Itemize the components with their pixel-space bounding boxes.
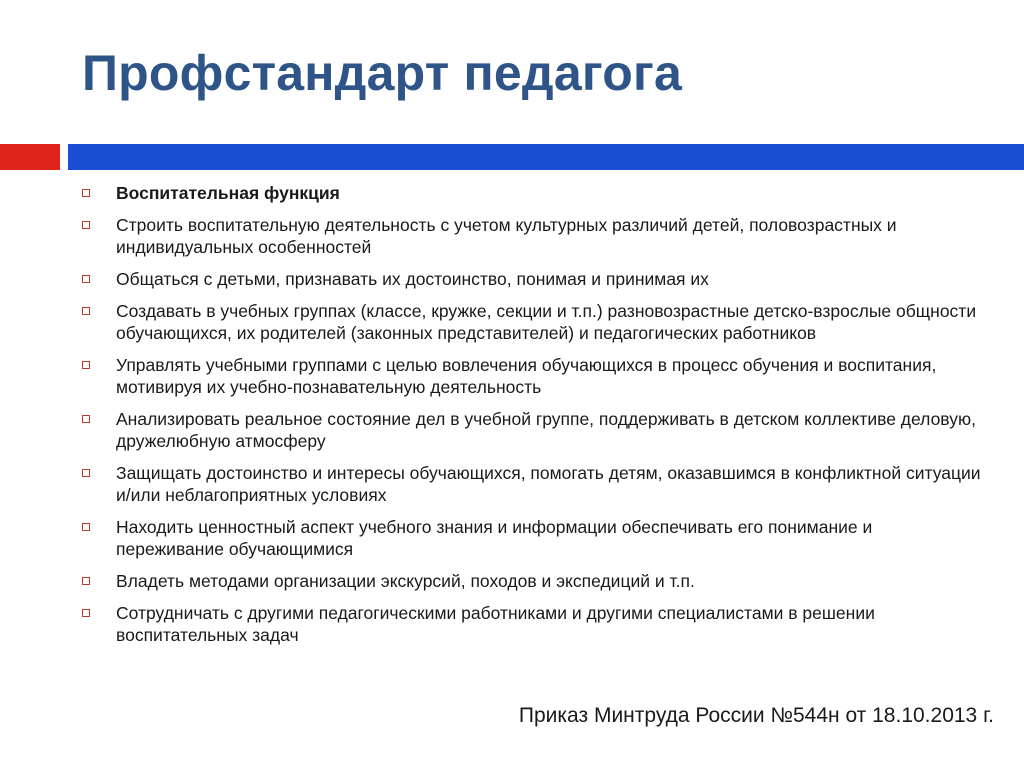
square-bullet-icon: [82, 361, 90, 369]
square-bullet-icon: [82, 577, 90, 585]
list-item-text: Находить ценностный аспект учебного знания и информации обеспечивать его понимание и переживание обучающимися: [116, 517, 873, 559]
list-item: [82, 462, 982, 506]
square-bullet-icon: [82, 189, 90, 197]
square-bullet-icon: [82, 469, 90, 477]
list-item: [82, 300, 982, 344]
square-bullet-icon: [82, 609, 90, 617]
red-accent-bar: [0, 144, 60, 170]
list-item-text: Владеть методами организации экскурсий, походов и экспедиций и т.п.: [116, 571, 695, 591]
list-item-text: Строить воспитательную деятельность с учетом культурных различий детей, половозрастных и индивидуальных особенностей: [116, 215, 897, 257]
square-bullet-icon: [82, 523, 90, 531]
list-item: [82, 268, 982, 290]
list-item-text: Сотрудничать с другими педагогическими работниками и другими специалистами в решении воспитательных задач: [116, 603, 875, 645]
list-item-text: Управлять учебными группами с целью вовлечения обучающихся в процесс обучения и воспитания, мотивируя их учебно-познавательную деятельность: [116, 355, 937, 397]
list-item: [82, 182, 982, 204]
list-item: [82, 354, 982, 398]
list-item: [82, 570, 982, 592]
list-item-text: Создавать в учебных группах (классе, кружке, секции и т.п.) разновозрастные детско-взрослые общности обучающихся, их родителей (законных представителей) и педагогических работников: [116, 301, 977, 343]
source-footnote: Приказ Минтруда России №544н от 18.10.2013 г.: [518, 704, 994, 727]
list-item-text: Общаться с детьми, признавать их достоинство, понимая и принимая их: [116, 269, 709, 289]
list-item-text: Анализировать реальное состояние дел в учебной группе, поддерживать в детском коллективе деловую, дружелюбную атмосферу: [116, 409, 976, 451]
list-item: [82, 408, 982, 452]
list-item-text: Воспитательная функция: [116, 183, 340, 203]
square-bullet-icon: [82, 221, 90, 229]
square-bullet-icon: [82, 275, 90, 283]
list-item-text: Защищать достоинство и интересы обучающихся, помогать детям, оказавшимся в конфликтной ситуации и/или неблагоприятных условиях: [116, 463, 981, 505]
slide-title: Профстандарт педагога: [82, 45, 682, 101]
square-bullet-icon: [82, 307, 90, 315]
list-item: [82, 602, 982, 646]
list-item: [82, 516, 982, 560]
bullet-list: [82, 182, 982, 656]
list-item: [82, 214, 982, 258]
square-bullet-icon: [82, 415, 90, 423]
blue-accent-bar: [68, 144, 1024, 170]
